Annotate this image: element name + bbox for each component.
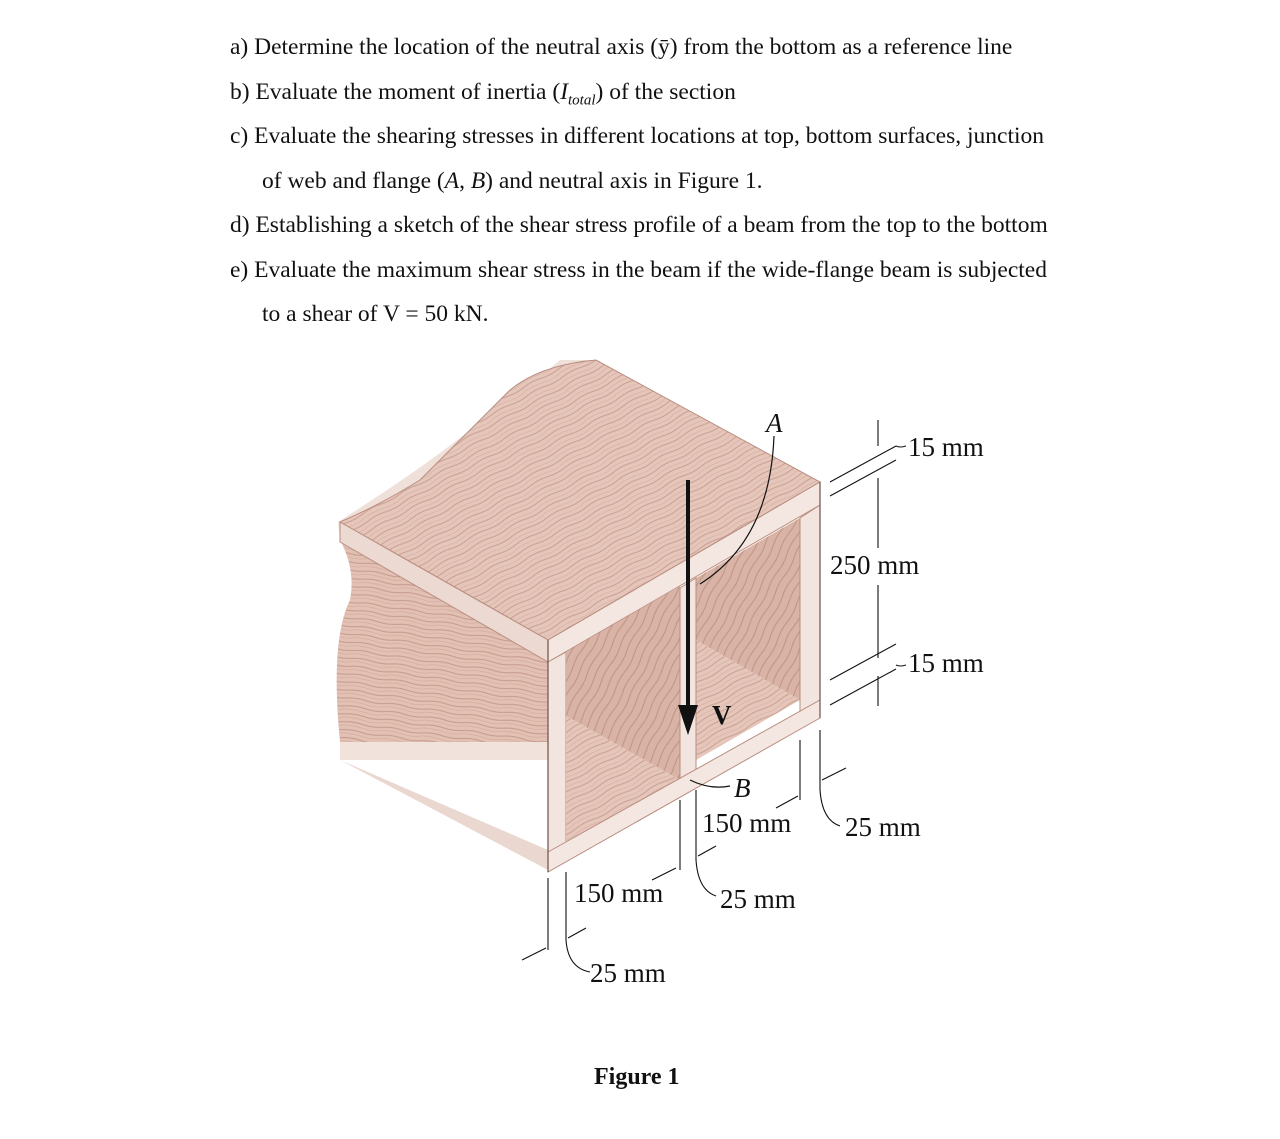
question-b-text: b) Evaluate the moment of inertia ( — [230, 79, 561, 105]
question-e-line1: e) Evaluate the maximum shear stress in the beam if the wide-flange beam is subjected — [230, 257, 1047, 283]
dim-web-right: 25 mm — [845, 812, 921, 842]
point-A-ref: A — [444, 168, 460, 194]
label-A: A — [766, 408, 783, 438]
label-B: B — [734, 773, 751, 803]
dim-inner-left: 150 mm — [574, 878, 664, 908]
question-e-line2: to a shear of V = 50 kN. — [262, 301, 489, 327]
question-d: d) Establishing a sketch of the shear stress profile of a beam from the top to the bottom — [230, 212, 1048, 238]
dim-bottom-flange: 15 mm — [908, 648, 984, 678]
question-c-text-end: ) and neutral axis in Figure 1. — [485, 168, 763, 194]
symbol-I: I — [560, 79, 569, 105]
subscript-total: total — [568, 92, 596, 109]
question-c-line1: c) Evaluate the shearing stresses in different locations at top, bottom surfaces, junction — [230, 123, 1044, 149]
separator: , — [459, 168, 471, 194]
dim-web-left: 25 mm — [590, 958, 666, 988]
dim-inner-right: 150 mm — [702, 808, 792, 838]
right-web — [800, 505, 820, 712]
question-c-text: of web and flange ( — [262, 168, 445, 194]
figure-caption: Figure 1 — [594, 1064, 680, 1090]
dim-depth: 250 mm — [830, 550, 920, 580]
dim-web-mid: 25 mm — [720, 884, 796, 914]
dim-top-flange: 15 mm — [908, 432, 984, 462]
question-a: a) Determine the location of the neutral axis (ȳ) from the bottom as a reference line — [230, 34, 1013, 60]
left-web — [548, 652, 566, 862]
label-V: V — [712, 700, 732, 730]
question-b-text-end: ) of the section — [595, 79, 736, 105]
point-B-ref: B — [470, 168, 486, 194]
